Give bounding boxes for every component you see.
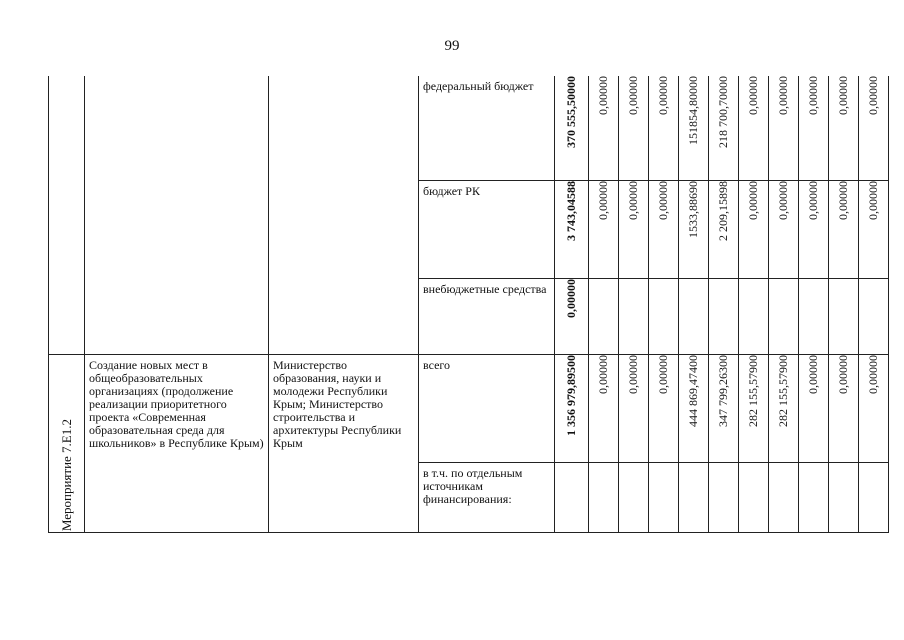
value-cell: 0,00000 [829,76,859,180]
value-cell [829,278,859,354]
value-cell [709,462,739,532]
measure-id-cell [49,354,85,532]
value-cell: 2 209,15898 [709,180,739,278]
table-row [49,76,889,180]
total-cell: 370 555,50000 [555,76,589,180]
value-cell: 0,00000 [589,76,619,180]
value-cell: 282 155,57900 [739,354,769,462]
value-cell: 282 155,57900 [769,354,799,462]
value-cell: 0,00000 [799,76,829,180]
measure-name: Создание новых мест в общеобразовательных организациях (продолжение реализации приоритетного проекта «Современная образовательная среда для школьников» в Республике Крым) [89,357,264,450]
empty-id-cell [49,76,85,354]
value-cell: 0,00000 [619,354,649,462]
value-cell [739,462,769,532]
value-cell: 0,00000 [769,180,799,278]
value-cell [649,462,679,532]
value-cell [589,462,619,532]
value-cell [859,278,889,354]
value-cell: 151854,80000 [679,76,709,180]
value-cell [649,278,679,354]
measure-id: Мероприятие 7.Е1.2 [59,419,74,532]
value-cell [619,278,649,354]
measure-executor-cell [269,354,419,532]
value-cell: 0,00000 [649,354,679,462]
value-cell: 0,00000 [799,180,829,278]
value-cell: 0,00000 [799,354,829,462]
source-label: внебюджетные средства [419,278,555,354]
value-cell [799,278,829,354]
value-cell: 0,00000 [619,180,649,278]
total-cell: 0,00000 [555,278,589,354]
value-cell [859,462,889,532]
measure-executor: Министерство образования, науки и молодежи Республики Крым; Министерство строительства и архитектуры Республики Крым [273,357,402,450]
value-cell [555,462,589,532]
value-cell [799,462,829,532]
value-cell: 0,00000 [649,180,679,278]
value-cell [679,278,709,354]
value-cell: 0,00000 [589,354,619,462]
table-row [49,354,889,462]
total-cell: 3 743,04588 [555,180,589,278]
source-label: в т.ч. по отдельным источникам финансирования: [419,462,555,532]
value-cell [709,278,739,354]
empty-executor-cell [269,76,419,354]
value-cell: 347 799,26300 [709,354,739,462]
value-cell: 0,00000 [589,180,619,278]
value-cell: 0,00000 [859,354,889,462]
value-cell: 444 869,47400 [679,354,709,462]
value-cell [829,462,859,532]
value-cell: 0,00000 [829,180,859,278]
value-cell [589,278,619,354]
value-cell: 0,00000 [649,76,679,180]
value-cell: 0,00000 [739,180,769,278]
source-label: бюджет РК [419,180,555,278]
value-cell: 1533,88690 [679,180,709,278]
measure-name-cell [85,354,269,532]
total-cell: 1 356 979,89500 [555,354,589,462]
value-cell [679,462,709,532]
value-cell: 0,00000 [619,76,649,180]
value-cell: 218 700,70000 [709,76,739,180]
page-number: 99 [444,38,460,54]
value-cell [769,278,799,354]
value-cell [769,462,799,532]
source-label: федеральный бюджет [419,76,555,180]
value-cell [739,278,769,354]
financing-table [48,76,889,533]
value-cell: 0,00000 [739,76,769,180]
value-cell: 0,00000 [769,76,799,180]
source-label: всего [419,354,555,462]
value-cell: 0,00000 [829,354,859,462]
value-cell: 0,00000 [859,180,889,278]
value-cell: 0,00000 [859,76,889,180]
value-cell [619,462,649,532]
empty-name-cell [85,76,269,354]
